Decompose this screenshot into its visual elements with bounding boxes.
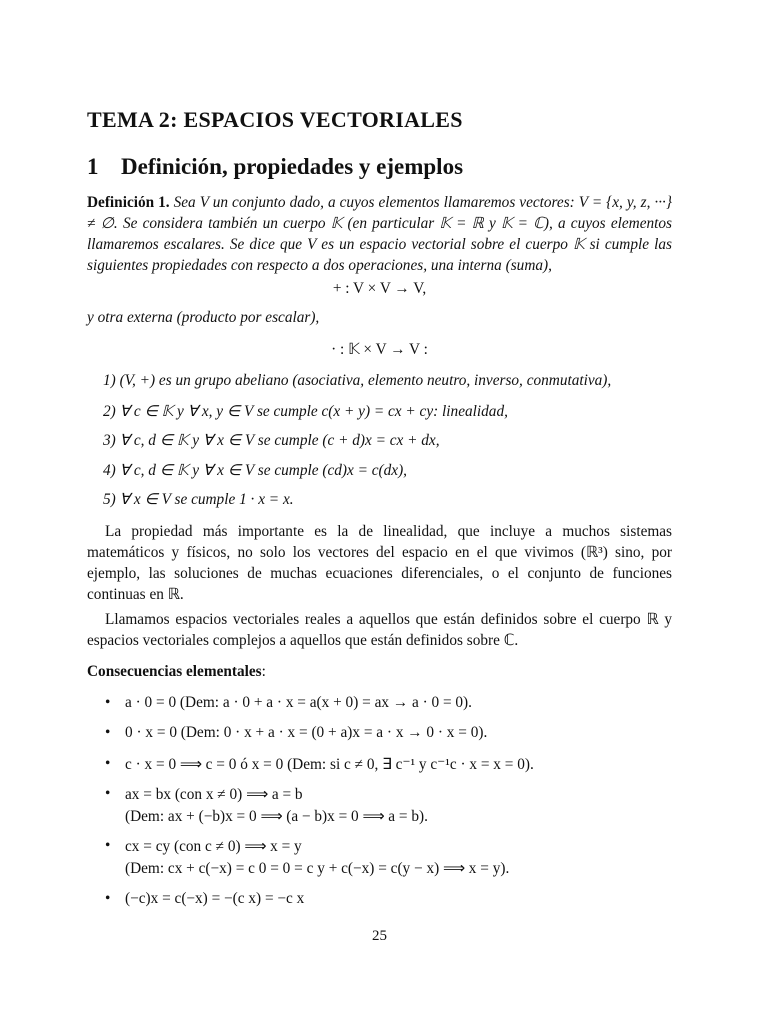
paragraph-linearity: La propiedad más importante es la de linealidad, que incluye a muchos sistemas matemáticos y físicos, no solo los vectores del espacio en el que vivimos (ℝ³) sino, por ejemplo, las soluciones de muchas ecuaciones diferenciales, o el conjunto de funciones continuas en ℝ. [87,523,672,603]
property-item: 1) (V, +) es un grupo abeliano (asociativa, elemento neutro, inverso, conmutativa), [103,372,612,389]
page-number: 25 [372,928,387,944]
definition-text: Sea V un conjunto dado, a cuyos elementos llamaremos vectores: V = {x, y, z, ···} ≠ ∅. Se considera también un cuerpo 𝕂 (en particular 𝕂 = ℝ y 𝕂 = ℂ), a cuyos elementos llamaremos escalares. Se dice que V es un espacio vectorial sobre el cuerpo 𝕂 si cumple las siguientes propiedades con respecto a dos operaciones, una interna (suma), [87,194,672,274]
property-item: 2) ∀ c ∈ 𝕂 y ∀ x, y ∈ V se cumple c(x + y) = cx + cy: linealidad, [103,403,508,420]
property-item: 4) ∀ c, d ∈ 𝕂 y ∀ x ∈ V se cumple (cd)x = c(dx), [103,462,407,479]
formula-product: · : 𝕂 × V → V : [331,341,428,358]
list-item-text: cx = cy (con c ≠ 0) ⟹ x = y [125,838,302,855]
list-item-text: a · 0 = 0 (Dem: a · 0 + a · x = a(x + 0) = ax → a · 0 = 0). [125,694,472,711]
bullet-icon: • [105,837,111,854]
bullet-icon: • [105,755,111,772]
chapter-title: TEMA 2: ESPACIOS VECTORIALES [87,107,463,132]
list-item-text: c · x = 0 ⟹ c = 0 ó x = 0 (Dem: si c ≠ 0, ∃ c⁻¹ y c⁻¹c · x = x = 0). [125,756,534,773]
property-item: 5) ∀ x ∈ V se cumple 1 · x = x. [103,491,294,508]
list-item-proof: (Dem: ax + (−b)x = 0 ⟹ (a − b)x = 0 ⟹ a = b). [125,808,428,825]
section-number: 1 [87,154,99,179]
section-heading [87,154,463,180]
section-title: Definición, propiedades y ejemplos [121,154,464,179]
property-item: 3) ∀ c, d ∈ 𝕂 y ∀ x ∈ V se cumple (c + d)x = cx + dx, [103,432,440,449]
list-item-proof: (Dem: cx + c(−x) = c 0 = 0 = c y + c(−x) = c(y − x) ⟹ x = y). [125,860,510,877]
paragraph-real-complex: Llamamos espacios vectoriales reales a aquellos que están definidos sobre el cuerpo ℝ y espacios vectoriales complejos a aquellos que están definidos sobre ℂ. [87,611,672,649]
external-op-intro: y otra externa (producto por escalar), [87,309,320,326]
bullet-icon: • [105,785,111,802]
consequences-colon: : [261,663,266,680]
definition-block [87,192,672,276]
consequences-heading-text: Consecuencias elementales [87,663,262,680]
list-item-text: (−c)x = c(−x) = −(c x) = −c x [125,890,305,907]
list-item-text: ax = bx (con x ≠ 0) ⟹ a = b [125,786,303,803]
bullet-icon: • [105,890,111,907]
consequences-heading [87,663,266,681]
bullet-icon: • [105,724,111,741]
definition-label: Definición 1. [87,194,170,211]
formula-sum: + : V × V → V, [332,280,427,297]
bullet-icon: • [105,694,111,711]
list-item-text: 0 · x = 0 (Dem: 0 · x + a · x = (0 + a)x = a · x → 0 · x = 0). [125,724,488,741]
